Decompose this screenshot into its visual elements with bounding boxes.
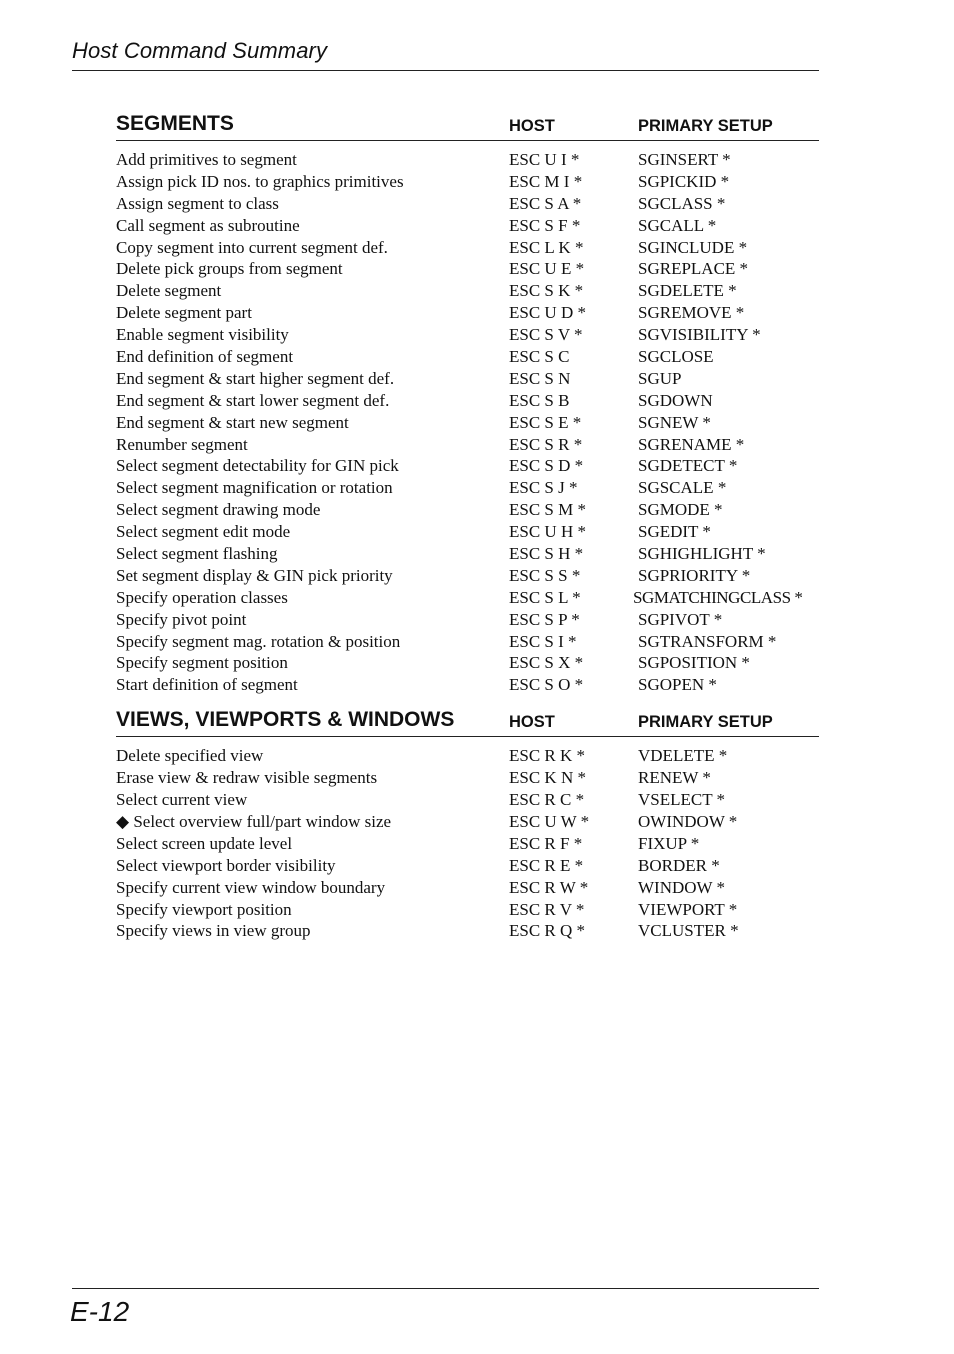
command-description: Enable segment visibility — [116, 325, 289, 345]
primary-setup-command: SGINCLUDE * — [638, 237, 748, 257]
command-description: Select segment drawing mode — [116, 500, 321, 520]
table-row — [116, 368, 819, 390]
table-row — [116, 855, 819, 877]
primary-setup-command: SGEDIT * — [638, 522, 711, 542]
table-row — [116, 302, 819, 324]
command-description: ◆ Select overview full/part window size — [116, 811, 392, 831]
host-command: ESC S V * — [509, 325, 583, 345]
command-description: Select segment magnification or rotation — [116, 478, 393, 498]
table-row — [116, 434, 819, 456]
table-row — [116, 280, 819, 302]
command-description: Specify current view window boundary — [116, 877, 386, 897]
command-description: Select segment detectability for GIN pick — [116, 456, 399, 476]
table-row — [116, 346, 819, 368]
command-description: Specify views in view group — [116, 921, 311, 941]
table-row — [116, 833, 819, 855]
host-command: ESC R E * — [509, 855, 584, 875]
running-header: Host Command Summary — [72, 38, 328, 63]
command-description: Delete specified view — [116, 746, 264, 766]
host-command: ESC S K * — [509, 281, 584, 301]
primary-setup-command: VIEWPORT * — [638, 899, 738, 919]
table-row — [116, 767, 819, 789]
host-command: ESC R C * — [509, 790, 585, 810]
table-row — [116, 877, 819, 899]
primary-setup-command: SGINSERT * — [638, 150, 731, 169]
section-title: SEGMENTS — [116, 112, 234, 135]
command-description: Assign pick ID nos. to graphics primitives — [116, 171, 404, 191]
primary-setup-command: SGOPEN * — [638, 675, 717, 695]
primary-setup-command: SGRENAME * — [638, 434, 745, 454]
command-description: Add primitives to segment — [116, 150, 297, 169]
primary-setup-command: SGCLOSE — [638, 347, 714, 367]
primary-setup-command: SGDOWN — [638, 390, 713, 410]
primary-setup-command: SGDELETE * — [638, 281, 737, 301]
table-row — [116, 674, 819, 696]
primary-setup-command: SGPIVOT * — [638, 609, 723, 629]
footer-rule — [72, 1288, 819, 1289]
host-command: ESC S M * — [509, 500, 586, 520]
host-command: ESC M I * — [509, 171, 583, 191]
primary-setup-command: SGTRANSFORM * — [638, 631, 777, 651]
host-command: ESC R Q * — [509, 921, 586, 941]
table-row — [116, 237, 819, 259]
table-row — [116, 920, 819, 942]
primary-setup-command: SGVISIBILITY * — [638, 325, 761, 345]
table-row — [116, 499, 819, 521]
host-command: ESC R K * — [509, 746, 586, 766]
table-row — [116, 324, 819, 346]
primary-setup-command: VSELECT * — [638, 790, 726, 810]
host-command: ESC S S * — [509, 565, 581, 585]
host-command: ESC S C — [509, 347, 570, 367]
table-row — [116, 745, 819, 767]
primary-setup-command: SGPRIORITY * — [638, 565, 751, 585]
primary-setup-command: SGCALL * — [638, 215, 717, 235]
table-row — [116, 171, 819, 193]
table-row — [116, 609, 819, 631]
command-description: Call segment as subroutine — [116, 215, 300, 235]
primary-setup-command: SGMATCHINGCLASS * — [633, 587, 803, 607]
host-command: ESC R F * — [509, 833, 583, 853]
primary-setup-command: SGPOSITION * — [638, 653, 750, 673]
command-description: End segment & start lower segment def. — [116, 390, 390, 410]
command-description: Renumber segment — [116, 434, 248, 454]
section-segments — [116, 113, 819, 696]
command-description: Copy segment into current segment def. — [116, 237, 388, 257]
host-command: ESC S I * — [509, 631, 577, 651]
host-command: ESC S D * — [509, 456, 584, 476]
table-row — [116, 390, 819, 412]
host-command: ESC R W * — [509, 877, 589, 897]
command-description: Specify pivot point — [116, 609, 247, 629]
command-description: Select screen update level — [116, 833, 293, 853]
table-row — [116, 521, 819, 543]
command-description: End segment & start new segment — [116, 412, 349, 432]
table-row — [116, 412, 819, 434]
table-row — [116, 455, 819, 477]
section-title: VIEWS, VIEWPORTS & WINDOWS — [116, 708, 455, 732]
section-header — [116, 113, 819, 141]
primary-setup-command: SGMODE * — [638, 500, 723, 520]
section-header — [116, 709, 819, 737]
command-description: Erase view & redraw visible segments — [116, 768, 378, 788]
primary-setup-command: SGHIGHLIGHT * — [638, 544, 766, 564]
host-command: ESC S R * — [509, 434, 583, 454]
host-command: ESC S H * — [509, 544, 584, 564]
table-row — [116, 543, 819, 565]
command-description: Delete segment part — [116, 303, 252, 323]
host-command: ESC U H * — [509, 522, 586, 542]
table-row — [116, 652, 819, 674]
primary-setup-command: VDELETE * — [638, 746, 728, 766]
host-command: ESC U E * — [509, 259, 585, 279]
table-row — [116, 789, 819, 811]
primary-setup-command: RENEW * — [638, 768, 711, 788]
primary-setup-command: OWINDOW * — [638, 811, 738, 831]
host-command: ESC S L * — [509, 587, 581, 607]
column-header-host: HOST — [509, 117, 555, 135]
command-description: Delete pick groups from segment — [116, 259, 343, 279]
host-command: ESC S B — [509, 390, 570, 410]
column-header-primary-setup: PRIMARY SETUP — [638, 117, 773, 135]
primary-setup-command: SGREMOVE * — [638, 303, 745, 323]
host-command: ESC U W * — [509, 811, 590, 831]
table-row — [116, 193, 819, 215]
table-row — [116, 587, 819, 609]
header-rule — [72, 70, 819, 71]
command-description: Select current view — [116, 790, 248, 810]
host-command: ESC R V * — [509, 899, 585, 919]
command-description: Specify segment position — [116, 653, 288, 673]
table-row — [116, 258, 819, 280]
host-command: ESC S E * — [509, 412, 582, 432]
host-command: ESC S P * — [509, 609, 580, 629]
command-description: Select viewport border visibility — [116, 855, 336, 875]
primary-setup-command: SGPICKID * — [638, 171, 730, 191]
host-command: ESC U D * — [509, 303, 586, 323]
table-row — [116, 565, 819, 587]
primary-setup-command: VCLUSTER * — [638, 921, 739, 941]
host-command: ESC S N — [509, 368, 571, 388]
primary-setup-command: SGREPLACE * — [638, 259, 749, 279]
command-description: End definition of segment — [116, 347, 294, 367]
host-command: ESC S O * — [509, 675, 584, 695]
command-description: End segment & start higher segment def. — [116, 368, 395, 388]
command-description: Start definition of segment — [116, 675, 298, 695]
host-command: ESC U I * — [509, 150, 580, 169]
table-row — [116, 477, 819, 499]
section-views — [116, 709, 819, 942]
primary-setup-command: WINDOW * — [638, 877, 726, 897]
host-command: ESC K N * — [509, 768, 586, 788]
table-row — [116, 215, 819, 237]
command-description: Set segment display & GIN pick priority — [116, 565, 393, 585]
table-row — [116, 899, 819, 921]
command-description: Select segment flashing — [116, 544, 278, 564]
host-command: ESC S X * — [509, 653, 584, 673]
command-description: Delete segment — [116, 281, 222, 301]
command-description: Specify viewport position — [116, 899, 292, 919]
command-summary — [116, 113, 819, 942]
primary-setup-command: FIXUP * — [638, 833, 700, 853]
command-description: Specify operation classes — [116, 587, 288, 607]
command-description: Assign segment to class — [116, 193, 279, 213]
host-command: ESC S J * — [509, 478, 578, 498]
table-row — [116, 811, 819, 833]
host-command: ESC S F * — [509, 215, 581, 235]
command-description: Select segment edit mode — [116, 522, 291, 542]
primary-setup-command: SGUP — [638, 368, 682, 388]
primary-setup-command: SGSCALE * — [638, 478, 727, 498]
primary-setup-command: SGCLASS * — [638, 193, 726, 213]
column-header-host: HOST — [509, 713, 555, 732]
host-command: ESC S A * — [509, 193, 582, 213]
command-description: Specify segment mag. rotation & position — [116, 631, 401, 651]
table-row — [116, 631, 819, 653]
page-number: E-12 — [70, 1296, 130, 1327]
table-row — [116, 149, 819, 171]
primary-setup-command: SGNEW * — [638, 412, 711, 432]
primary-setup-command: BORDER * — [638, 855, 720, 875]
column-header-primary-setup: PRIMARY SETUP — [638, 713, 773, 732]
host-command: ESC L K * — [509, 237, 584, 257]
primary-setup-command: SGDETECT * — [638, 456, 738, 476]
